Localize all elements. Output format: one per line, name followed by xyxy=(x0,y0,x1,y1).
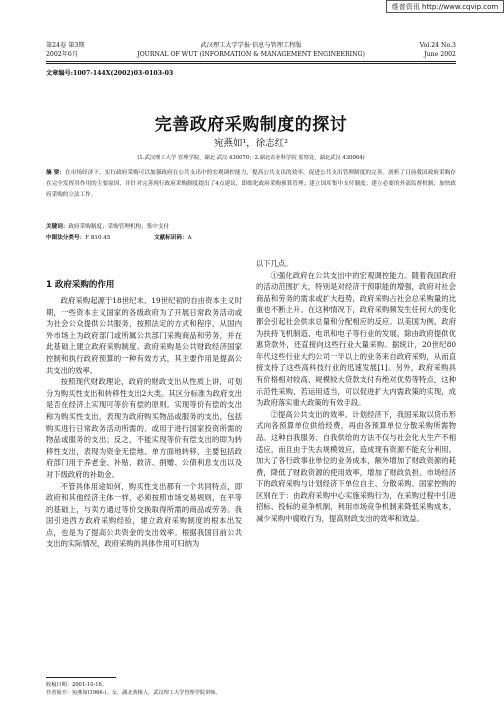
right-column xyxy=(256,258,456,525)
affiliation: (1.武汉理工大学 管理学院，湖北 武汉 430070；2.湖北农业科学院 监察处，湖北武汉 430064) xyxy=(137,155,365,161)
paragraph: 政府采购起源于18世纪末、19世纪初的自由资本主义时期，一些资本主义国家的各级政府为了开展日常政务活动或为社会公众提供公共服务，按照法定的方式和程序，从国内外市场上为政府部门或所属公共部门采购商品和劳务，并在此基础上建立政府采购制度。政府采购是公共财政经济国家控制和执行政府预算的一种有效方式，其主要作用是提高公共支出的效率。 xyxy=(46,296,242,375)
date-en: June 2002 xyxy=(424,51,456,58)
footnote-rule xyxy=(46,677,116,678)
authors: 宛燕如¹，徐志红² xyxy=(213,138,289,149)
source-stamp: 维普资讯 http://www.cqvip.com xyxy=(386,0,504,13)
paragraph: ①强化政府在公共支出中的宏观调控能力。随着我国政府的活动范围扩大，特别是对经济干预职能的增强，政府对社会商品和劳务的需求或扩大趋势，政府采购占社会总采购量的比重也不断上升。在这种情况下，政府采购频发生任何大的变化都会引起社会供求总量和分配相应的反应。以美国为例，政府为扶持飞机制造、电讯和电子等行业的发展，除由政府提供优惠贷款外，还直接向这些行业大量采购。据统计，20世纪80年代这些行业大约公司一半以上的业务来自政府采购，从而直接支持了这些高科技行业的迅速发展[1]。另外，政府采购具有价格相对较高、规模较大贷款支付有绝对优势等特点，这种示范性采购，若运用适当，可以促进扩大内需政策的实现，成为政府落实重大政策的有效手段。 xyxy=(256,270,456,408)
keywords xyxy=(46,222,169,230)
received-date: 收稿日期：2001-10-16。 xyxy=(46,682,108,688)
journal-name-en: JOURNAL OF WUT (INFORMATION & MANAGEMENT ENGINEERING) xyxy=(137,51,365,58)
article-title: 完善政府采购制度的探讨 xyxy=(154,115,348,135)
left-column xyxy=(46,295,242,550)
section-1-heading: 1 政府采购的作用 xyxy=(46,280,115,290)
date-cn: 2002年6月 xyxy=(46,51,79,58)
doc-code: A xyxy=(187,235,192,241)
paragraph: ②提高公共支出的效率。计划经济下，我国采取以货币形式向各预算单位供给经费，再由各预算单位分散采购所需物品。这种自我服务、自我供给的方法不仅与社会化大生产不相适应，而且由于失去规模效应，造成现有资源不能充分利用，加大了各行政事业单位的业务成本，额外增加了财政资源的耗费，降低了财政资源的使用效率，增加了财政负担。市场经济下的政府采购与计划经济下单位自主、分散采购、国家控购的区别在于：由政府采购中心实施采购行为，在采购过程中引进招标、投标的竞争机制，利用市场竞争机制来降低采购成本，减少采购中腐败行为，提高财政支出的效率和效益。 xyxy=(256,409,456,524)
abstract xyxy=(46,168,456,201)
abstract-label: 摘 要： xyxy=(46,170,66,176)
keywords-text: 政府采购制度；采购管理机构；集中支付 xyxy=(68,224,170,230)
clc-code: F 810.45 xyxy=(85,235,111,241)
abstract-text: 在市场经济下，实行政府采购可以加强政府在公共支出中的宏观调控能力，提高公共支出的效率，促进公共支出管理制度的完善。剖析了目前我国政府采购存在完全发挥其作用的主要原因，并针对完善现行政府采购制度提出了4点建议，即细化政府采购预算管理；建立国库集中支付制度；建立必要的外部监督机制；加快政府采购的立法工作。 xyxy=(46,170,456,198)
paragraph: 按照现代财政理论，政府的财政支出从性质上讲，可划分为购买性支出和转移性支出2大类。其区分标准为政府支出是否在经济上实现可等价有偿的原则。实现等价有偿的支出称为购买性支出，表现为政府购买物品或服务的支出，包括购买进行日常政务活动所需的、或用于进行国家投资所需的物品或服务的支出；反之，不能实现等价有偿支出的即为转移性支出，表现为资金无偿地、单方面地转移，主要包括政府部门用于养老金、补贴、救济、捐赠、公债利息支出以及对下级政府的补助金。 xyxy=(46,377,242,479)
paragraph: 以下几点。 xyxy=(256,259,293,268)
volume-cn: 第24卷 第3期 xyxy=(46,42,85,49)
clc-label: 中图法分类号： xyxy=(46,235,86,241)
author-bio: 作者简介：宛燕如(1966-)，女，湖北黄梅人，武汉理工大学管理学院讲师。 xyxy=(46,690,221,696)
doc-code-label: 文献标识码： xyxy=(153,235,188,241)
volume-en: Vol.24 No.3 xyxy=(419,42,456,49)
paragraph: 不管具体用途如何，购买性支出都有一个共同特点，即政府和其他经济主体一样，必须按照市场交易规则，在平等的基础上，与卖方通过等价交换取得所需的商品或劳务。我国引进西方政府采购经验，建立政府采购制度的根本出发点，也是为了提高公共资金的支出效率。根据我国目前公共支出的实际情况，政府采购的具体作用可归纳为 xyxy=(46,481,242,549)
header-rule-bottom xyxy=(46,63,456,64)
keywords-label: 关键词： xyxy=(46,224,69,230)
journal-name-cn: 武汉理工大学学报·信息与管理工程版 xyxy=(200,42,302,49)
classification xyxy=(46,233,192,241)
header-rule-top xyxy=(46,61,456,62)
footnote xyxy=(46,681,221,697)
